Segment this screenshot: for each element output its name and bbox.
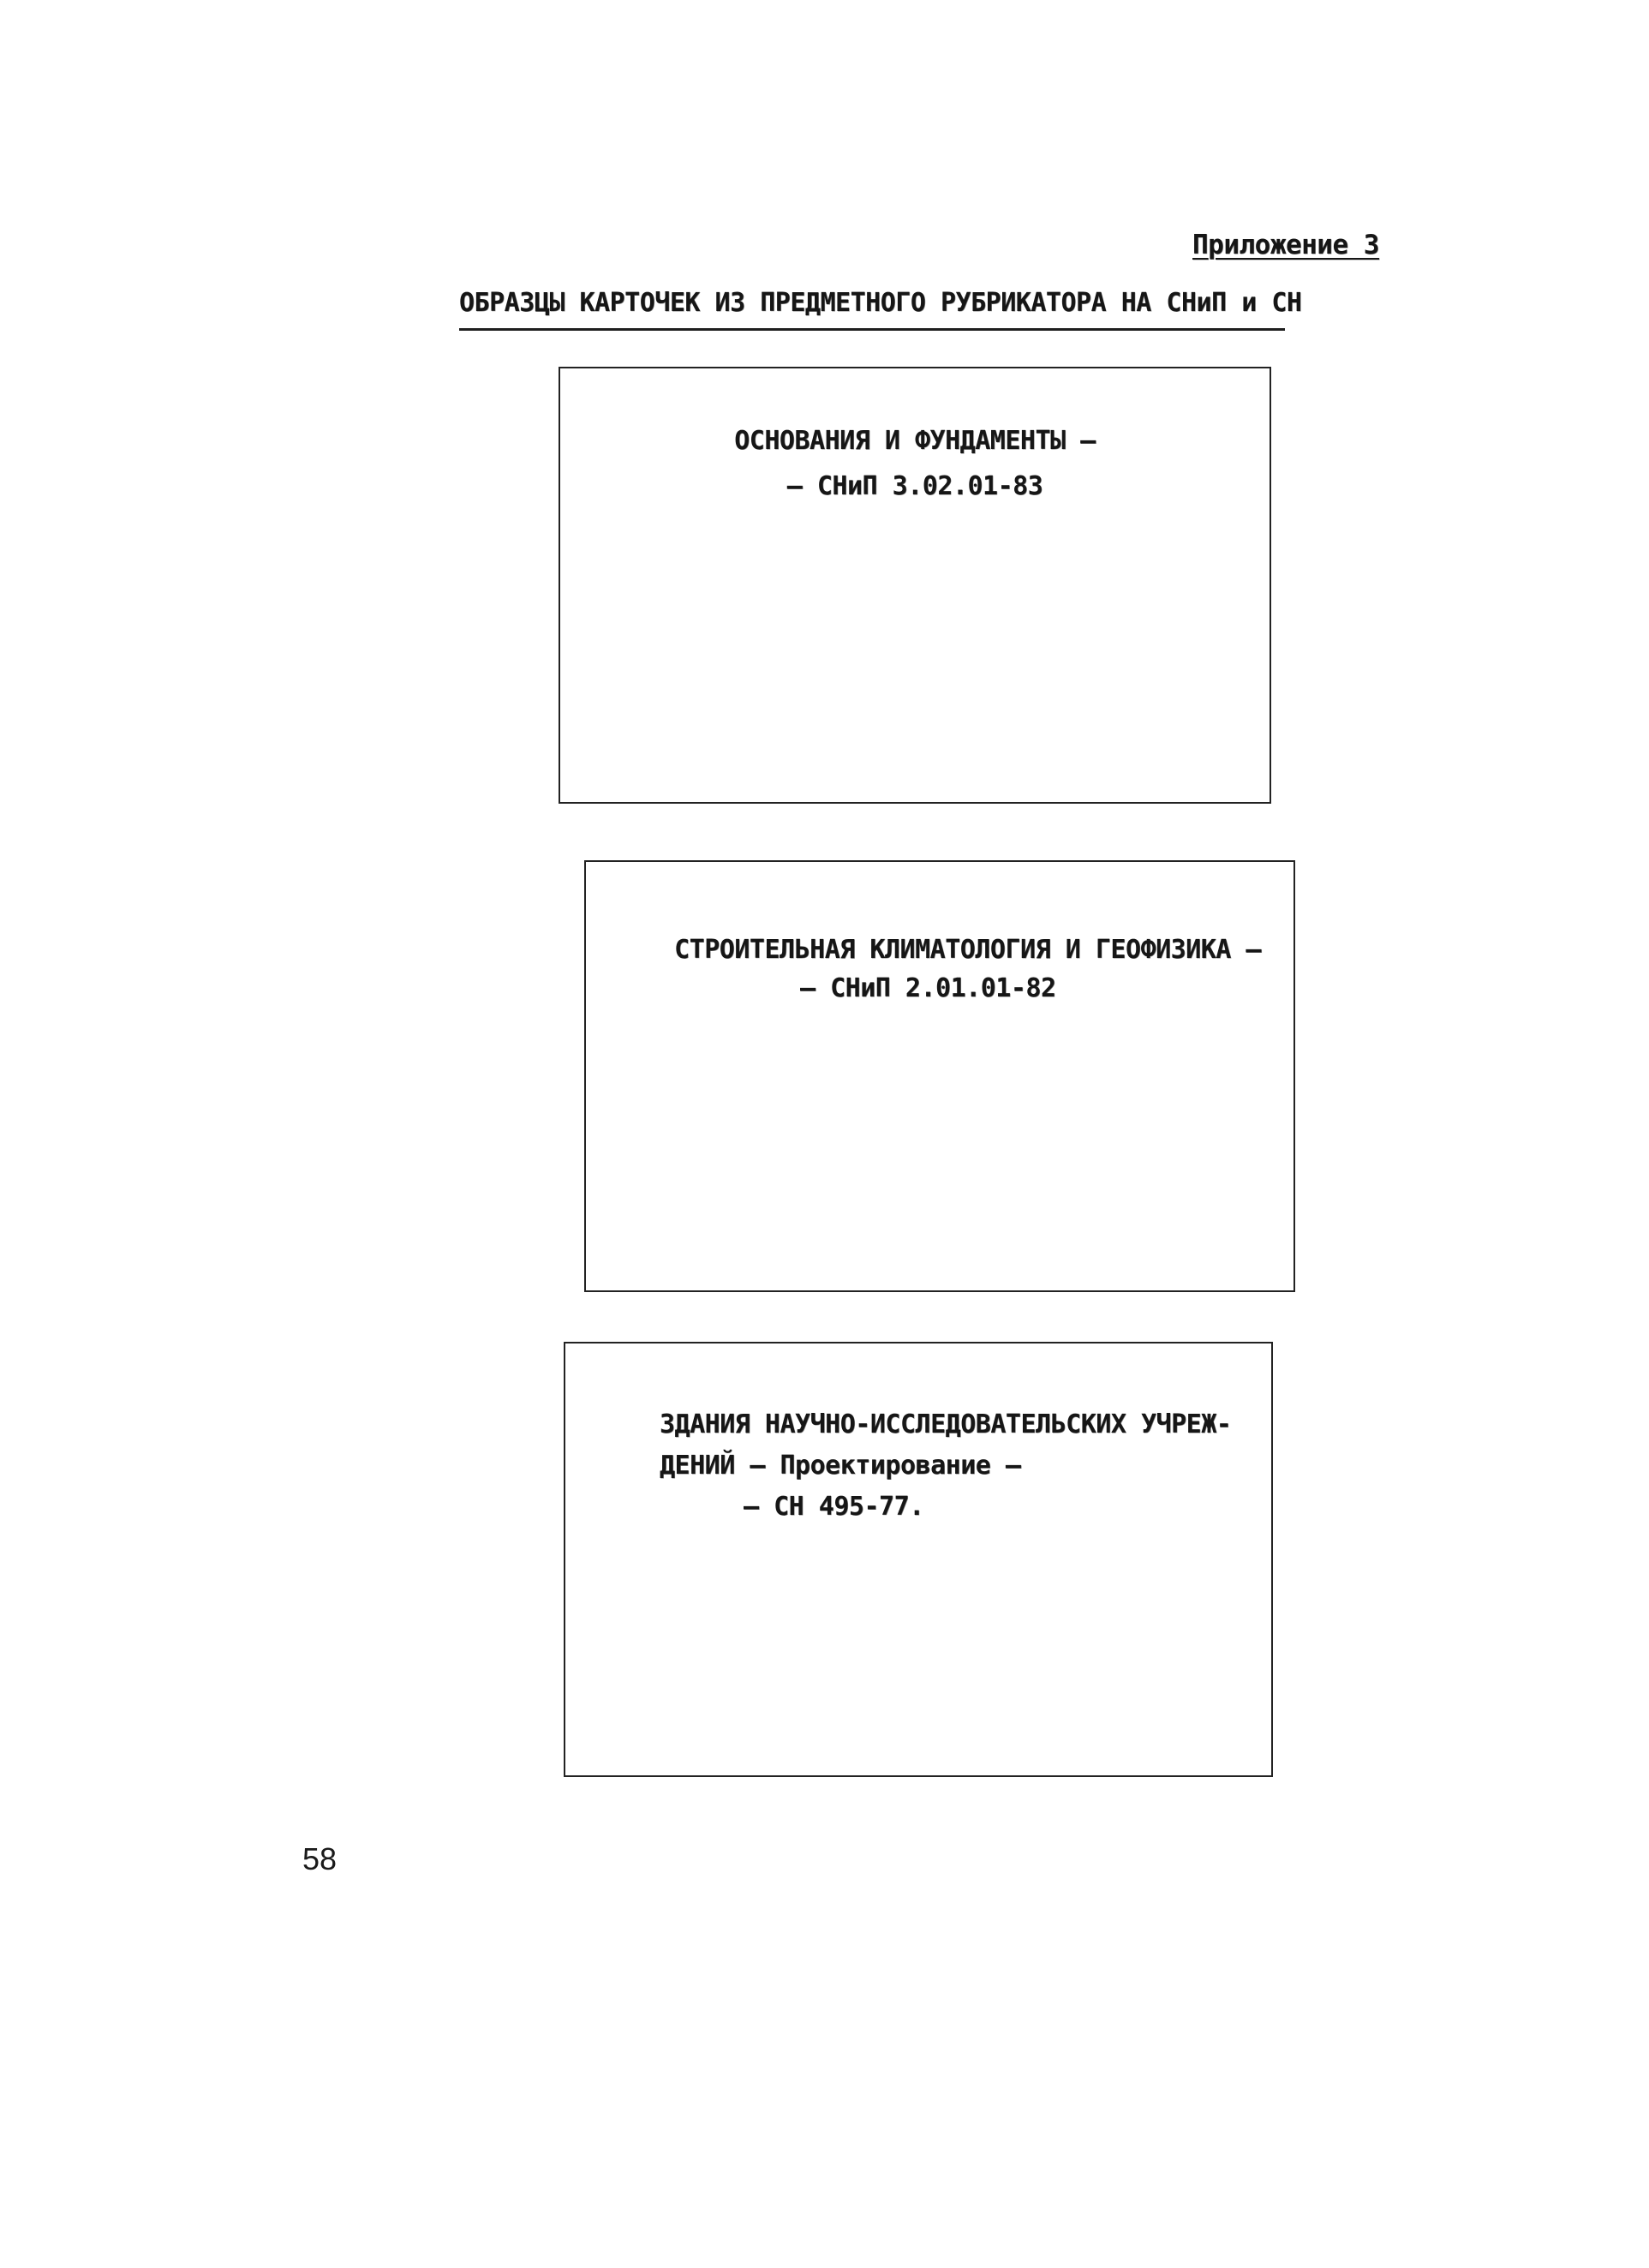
card-foundations bbox=[559, 367, 1271, 804]
card-line-heading: СТРОИТЕЛЬНАЯ КЛИМАТОЛОГИЯ И ГЕОФИЗИКА – bbox=[674, 935, 1261, 965]
card-research-buildings bbox=[564, 1342, 1273, 1777]
appendix-label: Приложение 3 bbox=[1192, 230, 1379, 260]
card-line-heading: ОСНОВАНИЯ И ФУНДАМЕНТЫ – bbox=[734, 426, 1096, 456]
card-climatology bbox=[584, 860, 1295, 1292]
card-line-reference: – СН 495-77. bbox=[744, 1492, 924, 1522]
card-line-heading-continued: ДЕНИЙ – Проектирование – bbox=[660, 1451, 1021, 1481]
card-line-reference: – СНиП 3.02.01-83 bbox=[786, 471, 1043, 501]
page-number: 58 bbox=[302, 1841, 338, 1876]
document-title: ОБРАЗЦЫ КАРТОЧЕК ИЗ ПРЕДМЕТНОГО РУБРИКАТОРА НА СНиП и СН bbox=[459, 288, 1285, 331]
card-line-heading: ЗДАНИЯ НАУЧНО-ИССЛЕДОВАТЕЛЬСКИХ УЧРЕЖ- bbox=[660, 1409, 1232, 1439]
card-line-reference: – СНиП 2.01.01-82 bbox=[800, 973, 1056, 1003]
